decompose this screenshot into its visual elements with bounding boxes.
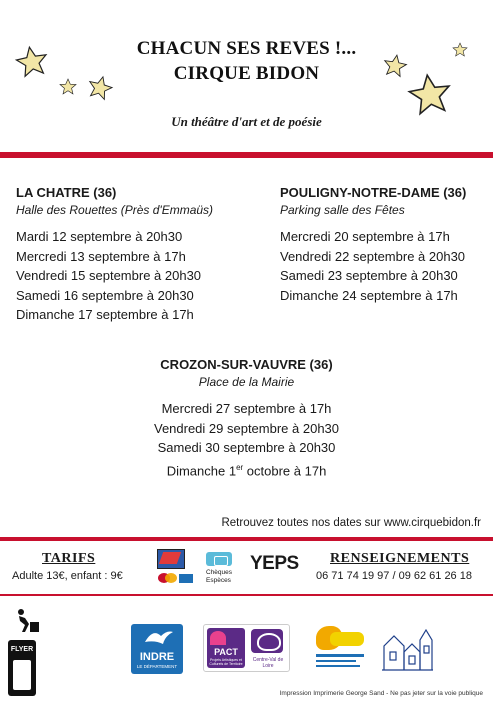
town-sketch-logo	[380, 622, 434, 674]
date-item: Mercredi 13 septembre à 17h	[16, 248, 186, 264]
indre-department-logo: INDRE LE DÉPARTEMENT	[131, 624, 183, 674]
date-item: Dimanche 24 septembre à 17h	[280, 287, 458, 303]
venue-pouligny	[280, 185, 485, 305]
date-item: Samedi 23 septembre à 20h30	[280, 268, 458, 283]
date-item: Dimanche 17 septembre à 17h	[16, 307, 194, 322]
date-item: Vendredi 29 septembre à 20h30	[153, 420, 340, 436]
bird-icon	[131, 624, 183, 652]
date-item: Mercredi 20 septembre à 17h	[280, 229, 450, 244]
renseignements-heading: RENSEIGNEMENTS	[330, 551, 470, 566]
venue-city: POULIGNY-NOTRE-DAME (36)	[280, 185, 467, 200]
venue-crozon	[0, 357, 493, 480]
date-item: Vendredi 22 septembre à 20h30	[280, 248, 466, 264]
date-item: Dimanche 1er octobre à 17h	[166, 462, 327, 478]
lower-red-rule	[0, 594, 493, 596]
community-logo	[310, 624, 366, 670]
date-item: Vendredi 15 septembre à 20h30	[16, 268, 202, 283]
date-item: Samedi 16 septembre à 20h30	[16, 287, 194, 303]
venue-place: Place de la Mairie	[198, 375, 295, 389]
website-line: Retrouvez toutes nos dates sur www.cirquebidon.fr	[221, 517, 481, 529]
date-item: Samedi 30 septembre à 20h30	[157, 440, 336, 455]
tarifs-prices: Adulte 13€, enfant : 9€	[12, 570, 123, 582]
impression-footer: Impression Imprimerie George Sand - Ne pas jeter sur la voie publique	[279, 690, 483, 697]
pact-region-logo: PACT Projets Artistiques et Culturels de Territoire Centre-Val de Loire	[203, 624, 290, 672]
date-item: Mercredi 27 septembre à 17h	[161, 401, 332, 416]
venue-city: LA CHATRE (36)	[16, 185, 117, 200]
cheques-especes-logo: Chèques Espèces	[204, 550, 244, 588]
title-line-2: CIRQUE BIDON	[173, 63, 320, 84]
subtitle: Un théâtre d'art et de poésie	[171, 114, 322, 129]
renseignements-phones: 06 71 74 19 97 / 09 62 61 26 18	[316, 570, 472, 582]
tarifs-heading: TARIFS	[42, 551, 96, 566]
venue-la-chatre	[16, 185, 246, 325]
flyer-bin-logo: FLYER	[8, 640, 36, 696]
title-line-1: CHACUN SES REVES !...	[136, 38, 357, 59]
recycle-bin-icon	[13, 606, 41, 634]
payment-card-logo	[155, 549, 195, 587]
top-red-rule	[0, 152, 493, 158]
venue-city: CROZON-SUR-VAUVRE (36)	[160, 357, 333, 372]
venue-place: Parking salle des Fêtes	[280, 203, 405, 217]
date-item: Mardi 12 septembre à 20h30	[16, 229, 183, 244]
yeps-logo: YEPS	[250, 553, 299, 574]
venue-place: Halle des Rouettes (Près d'Emmaüs)	[16, 203, 214, 217]
mid-red-rule	[0, 537, 493, 541]
